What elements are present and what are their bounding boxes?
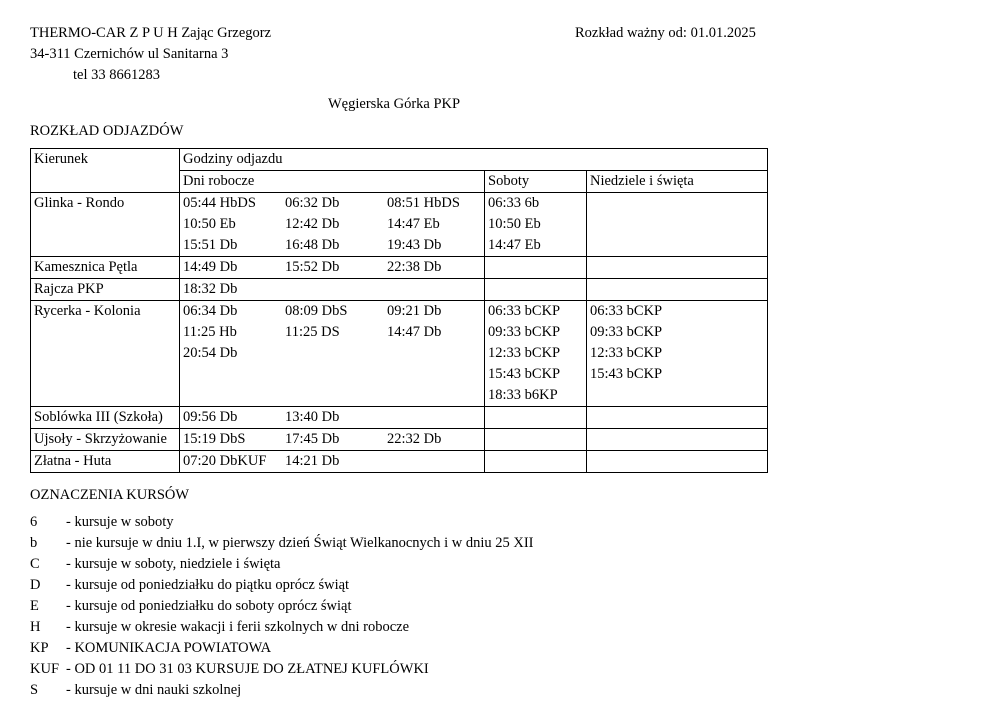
departure-time: 17:45 Db [285,431,340,447]
departure-time: 06:33 bCKP [590,303,663,319]
legend-item [30,535,533,552]
weekday-times-cell [180,301,485,407]
departure-time: 06:34 Db [183,303,238,319]
legend-code: D [30,577,41,593]
column-header-hours: Godziny odjazdu [180,149,768,171]
legend-code: S [30,682,39,698]
departure-time: 13:40 Db [285,409,340,425]
saturday-times-cell [485,279,587,301]
column-header-saturdays: Soboty [485,171,587,193]
weekday-times-cell [180,257,485,279]
legend-code: E [30,598,39,614]
legend-item [30,577,349,594]
sunday-times-cell [587,193,768,257]
saturday-times-cell [485,193,587,257]
weekday-times-cell [180,407,485,429]
legend-description: - kursuje w soboty [66,514,174,530]
departure-time: 15:43 bCKP [488,366,561,382]
departure-time: 06:32 Db [285,195,340,211]
company-phone: tel 33 8661283 [73,67,160,83]
departure-time: 14:21 Db [285,453,340,469]
legend-item [30,682,241,699]
departure-time: 10:50 Eb [488,216,541,232]
company-name: THERMO-CAR Z P U H Zając Grzegorz [30,25,272,41]
legend-item [30,556,281,573]
departure-time: 09:21 Db [387,303,442,319]
company-address: 34-311 Czernichów ul Sanitarna 3 [30,46,229,62]
departure-time: 14:47 Eb [387,216,440,232]
departure-time: 06:33 bCKP [488,303,561,319]
departure-time: 15:52 Db [285,259,340,275]
saturday-times-cell [485,301,587,407]
departure-time: 14:47 Eb [488,237,541,253]
departure-time: 15:43 bCKP [590,366,663,382]
table-row [31,429,768,451]
direction-cell: Rycerka - Kolonia [31,301,180,407]
departure-time: 16:48 Db [285,237,340,253]
table-row [31,451,768,473]
sunday-times-cell [587,301,768,407]
departure-time: 14:49 Db [183,259,238,275]
departure-time: 15:51 Db [183,237,238,253]
weekday-times-cell [180,429,485,451]
table-row [31,301,768,407]
weekday-times-cell [180,279,485,301]
sunday-times-cell [587,257,768,279]
table-row [31,193,768,257]
direction-cell: Kamesznica Pętla [31,257,180,279]
stop-name: Węgierska Górka PKP [328,96,461,112]
departure-time: 14:47 Db [387,324,442,340]
legend-item [30,661,429,678]
column-header-weekdays: Dni robocze [180,171,485,193]
weekday-times-cell [180,193,485,257]
departure-time: 12:33 bCKP [488,345,561,361]
departure-time: 09:33 bCKP [488,324,561,340]
legend-item [30,619,409,636]
departure-time: 20:54 Db [183,345,238,361]
sunday-times-cell [587,451,768,473]
saturday-times-cell [485,257,587,279]
departure-time: 09:33 bCKP [590,324,663,340]
legend-description: - kursuje w soboty, niedziele i święta [66,556,281,572]
departure-time: 07:20 DbKUF [183,453,267,469]
departure-time: 08:51 HbDS [387,195,460,211]
weekday-times-cell [180,451,485,473]
table-row [31,279,768,301]
legend-description: - nie kursuje w dniu 1.I, w pierwszy dzień Świąt Wielkanocnych i w dniu 25 XII [66,535,534,551]
departure-time: 06:33 6b [488,195,540,211]
legend-code: b [30,535,38,551]
departure-time: 18:32 Db [183,281,238,297]
legend-description: - KOMUNIKACJA POWIATOWA [66,640,272,656]
column-header-direction: Kierunek [31,149,180,193]
column-header-sundays: Niedziele i święta [587,171,768,193]
table-row [31,257,768,279]
legend-title: OZNACZENIA KURSÓW [30,487,190,503]
valid-from: Rozkład ważny od: 01.01.2025 [575,25,756,41]
direction-cell: Złatna - Huta [31,451,180,473]
saturday-times-cell [485,451,587,473]
table-header-row [31,149,768,171]
legend-description: - kursuje od poniedziałku do piątku oprócz świąt [66,577,350,593]
departure-time: 15:19 DbS [183,431,246,447]
direction-cell: Rajcza PKP [31,279,180,301]
legend-description: - kursuje w okresie wakacji i ferii szkolnych w dni robocze [66,619,410,635]
saturday-times-cell [485,429,587,451]
saturday-times-cell [485,407,587,429]
legend-code: 6 [30,514,38,530]
direction-cell: Ujsoły - Skrzyżowanie [31,429,180,451]
legend-code: KP [30,640,49,656]
departure-time: 22:38 Db [387,259,442,275]
direction-cell: Glinka - Rondo [31,193,180,257]
legend-description: - kursuje od poniedziałku do soboty oprócz świąt [66,598,352,614]
section-title: ROZKŁAD ODJAZDÓW [30,123,184,139]
departure-time: 10:50 Eb [183,216,236,232]
direction-cell: Soblówka III (Szkoła) [31,407,180,429]
departure-time: 12:42 Db [285,216,340,232]
departure-time: 12:33 bCKP [590,345,663,361]
sunday-times-cell [587,407,768,429]
departure-time: 22:32 Db [387,431,442,447]
legend-description: - OD 01 11 DO 31 03 KURSUJE DO ZŁATNEJ KUFLÓWKI [66,661,429,677]
departure-time: 08:09 DbS [285,303,348,319]
table-row [31,407,768,429]
legend-description: - kursuje w dni nauki szkolnej [66,682,242,698]
departure-time: 09:56 Db [183,409,238,425]
departure-time: 05:44 HbDS [183,195,256,211]
legend-code: KUF [30,661,60,677]
schedule-table [30,148,768,473]
departure-time: 11:25 Hb [183,324,237,340]
legend-code: H [30,619,41,635]
sunday-times-cell [587,429,768,451]
legend-item [30,514,174,531]
legend-item [30,598,352,615]
legend-code: C [30,556,40,572]
departure-time: 18:33 b6KP [488,387,558,403]
departure-time: 19:43 Db [387,237,442,253]
departure-time: 11:25 DS [285,324,340,340]
sunday-times-cell [587,279,768,301]
legend-item [30,640,271,657]
